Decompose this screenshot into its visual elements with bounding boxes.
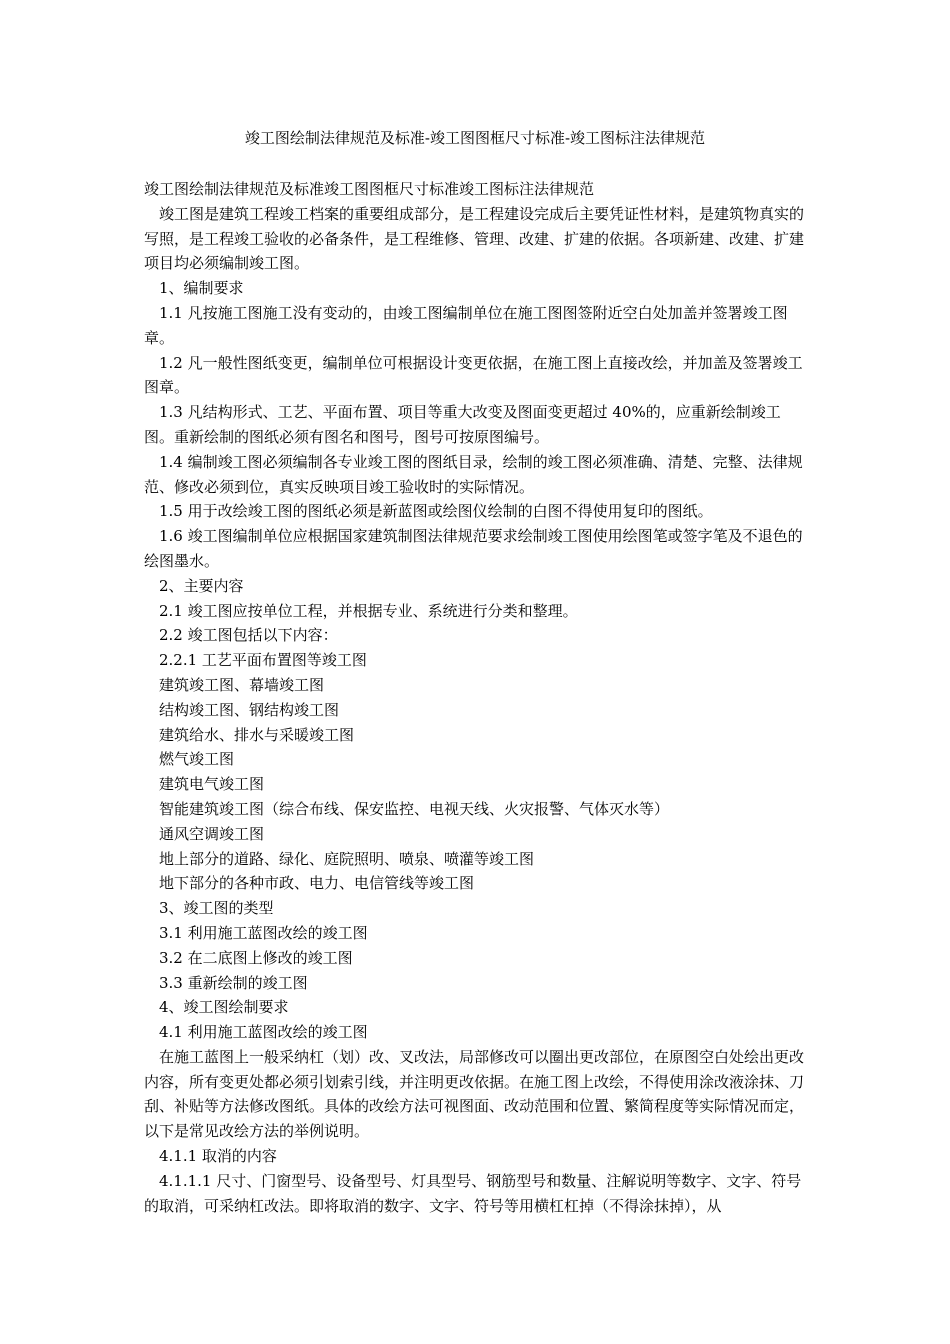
paragraph: 1.3 凡结构形式、工艺、平面布置、项目等重大改变及图面变更超过 40%的，应重新绘制竣工图。重新绘制的图纸必须有图名和图号，图号可按原图编号。 xyxy=(144,403,781,446)
paragraph: 地下部分的各种市政、电力、电信管线等竣工图 xyxy=(159,874,475,893)
document-title: 竣工图绘制法律规范及标准-竣工图图框尺寸标准-竣工图标注法律规范 xyxy=(244,129,706,147)
paragraph: 4.1.1.1 尺寸、门窗型号、设备型号、灯具型号、钢筋型号和数量、注解说明等数字、文字、符号的取消，可采纳杠改法。即将取消的数字、文字、符号等用横杠杠掉（不得涂抹掉），从 xyxy=(144,1171,802,1215)
paragraph: 3.3 重新绘制的竣工图 xyxy=(159,973,308,992)
paragraph: 2.1 竣工图应按单位工程，并根据专业、系统进行分类和整理。 xyxy=(159,601,578,620)
paragraph: 2、主要内容 xyxy=(159,576,244,595)
paragraph: 竣工图绘制法律规范及标准竣工图图框尺寸标准竣工图标注法律规范 xyxy=(144,180,595,198)
paragraph: 1、编制要求 xyxy=(159,279,244,298)
paragraph: 1.5 用于改绘竣工图的图纸必须是新蓝图或绘图仪绘制的白图不得使用复印的图纸。 xyxy=(159,502,713,521)
paragraph: 1.6 竣工图编制单位应根据国家建筑制图法律规范要求绘制竣工图使用绘图笔或签字笔及不退色的绘图墨水。 xyxy=(144,527,803,570)
paragraph: 4、竣工图绘制要求 xyxy=(159,998,289,1017)
paragraph: 3.2 在二底图上修改的竣工图 xyxy=(159,948,353,967)
paragraph: 在施工蓝图上一般采纳杠（划）改、叉改法，局部修改可以圈出更改部位，在原图空白处绘出更改内容，所有变更处都必须引划索引线，并注明更改依据。在施工图上改绘，不得使用涂改液涂抹、刀刮、补贴等方法修改图纸。具体的改绘方法可视图面、改动范围和位置、繁简程度等实际情况而定，以下是常见改绘方法的举例说明。 xyxy=(144,1047,805,1141)
paragraph: 4.1 利用施工蓝图改绘的竣工图 xyxy=(159,1023,368,1042)
document-body xyxy=(144,177,808,1218)
paragraph: 2.2 竣工图包括以下内容： xyxy=(159,626,338,645)
paragraph: 通风空调竣工图 xyxy=(159,824,265,843)
paragraph: 2.2.1 工艺平面布置图等竣工图 xyxy=(159,651,367,670)
paragraph: 1.4 编制竣工图必须编制各专业竣工图的图纸目录，绘制的竣工图必须准确、清楚、完整、法律规范、修改必须到位，真实反映项目竣工验收时的实际情况。 xyxy=(144,452,803,496)
paragraph: 建筑竣工图、幕墙竣工图 xyxy=(159,675,325,694)
paragraph: 燃气竣工图 xyxy=(159,750,235,769)
paragraph: 1.2 凡一般性图纸变更，编制单位可根据设计变更依据，在施工图上直接改绘，并加盖及签署竣工图章。 xyxy=(144,353,803,397)
paragraph: 1.1 凡按施工图施工没有变动的，由竣工图编制单位在施工图图签附近空白处加盖并签署竣工图章。 xyxy=(144,303,788,347)
paragraph: 4.1.1 取消的内容 xyxy=(159,1147,277,1166)
paragraph: 智能建筑竣工图（综合布线、保安监控、电视天线、火灾报警、气体灭水等） xyxy=(159,799,670,818)
paragraph: 竣工图是建筑工程竣工档案的重要组成部分，是工程建设完成后主要凭证性材料，是建筑物真实的写照，是工程竣工验收的必备条件，是工程维修、管理、改建、扩建的依据。各项新建、改建、扩建项目均必须编制竣工图。 xyxy=(144,204,805,273)
paragraph: 3.1 利用施工蓝图改绘的竣工图 xyxy=(159,923,368,942)
paragraph: 地上部分的道路、绿化、庭院照明、喷泉、喷灌等竣工图 xyxy=(159,849,535,868)
paragraph: 建筑给水、排水与采暖竣工图 xyxy=(159,725,355,744)
paragraph: 结构竣工图、钢结构竣工图 xyxy=(159,700,340,719)
paragraph: 3、竣工图的类型 xyxy=(159,899,274,918)
paragraph: 建筑电气竣工图 xyxy=(159,775,265,794)
